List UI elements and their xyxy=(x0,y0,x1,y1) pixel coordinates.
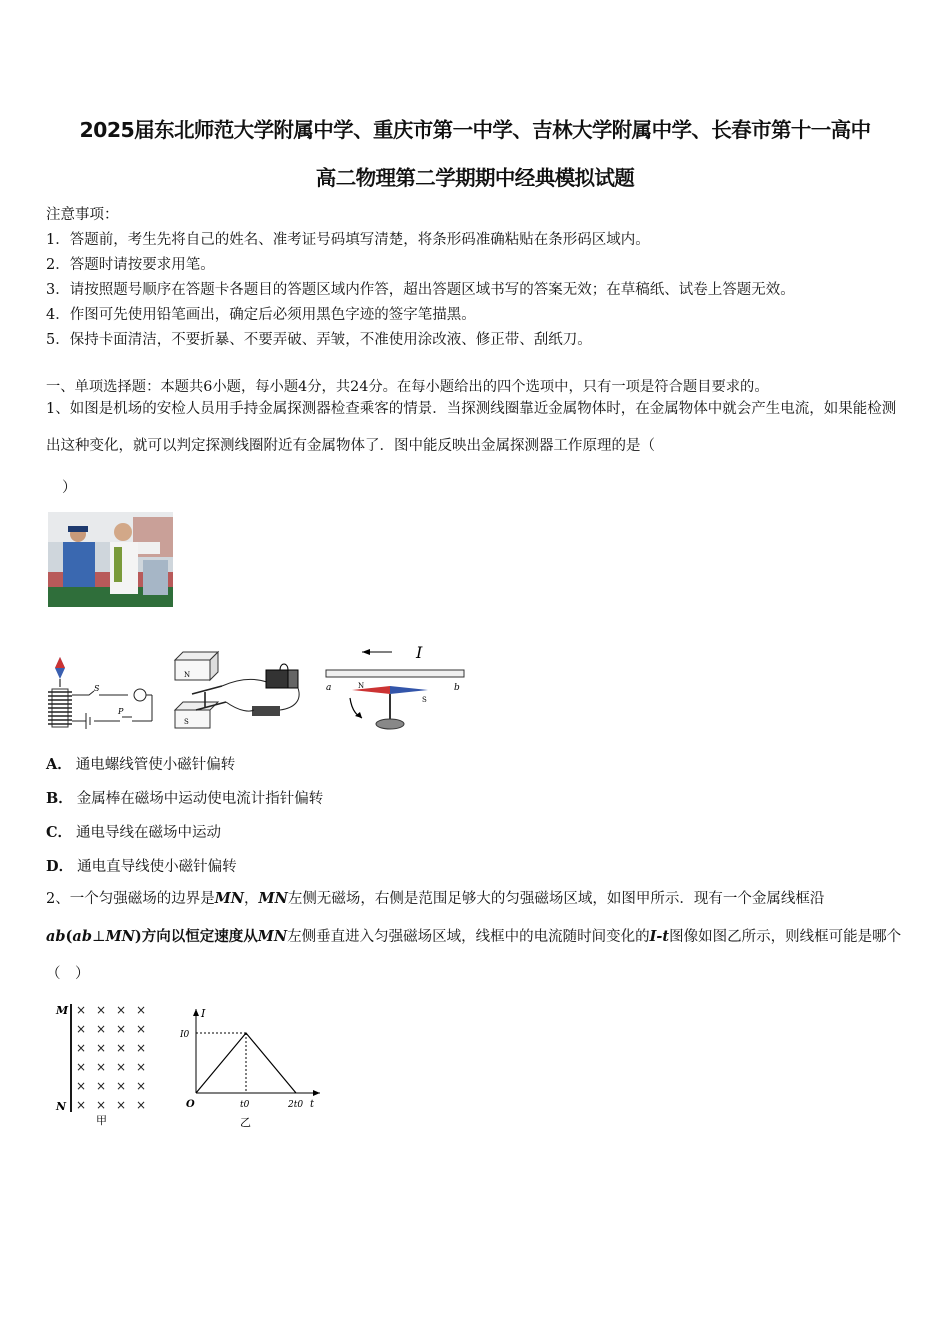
notes-heading: 注意事项： xyxy=(46,207,119,223)
field-cross-mark: × xyxy=(96,1079,107,1093)
field-cross-mark: × xyxy=(116,1041,127,1055)
q1-option-b-letter: B． xyxy=(46,790,73,807)
solenoid-compass-figure xyxy=(44,655,156,733)
field-cross-mark: × xyxy=(136,1041,147,1055)
section1-heading: 一、单项选择题：本题共6小题，每小题4分，共24分。在每小题给出的四个选项中，只有一项是符合题目要求的。 xyxy=(46,379,769,395)
q2-seg: 左侧无磁场，右侧是范围足够大的匀强磁场区域，如图甲所示．现有一个金属线框沿 xyxy=(287,891,825,907)
q2-seg: 图像如图乙所示，则线框可能是哪个（ ） xyxy=(46,929,902,982)
question-1-stem: 1、如图是机场的安检人员用手持金属探测器检查乘客的情景．当探测线圈靠近金属物体时，在金属物体中就会产生电流，如果能检测出这种变化，就可以判定探测线圈附近有金属物体了．图中能反映出金属探测器工作原理的是（ xyxy=(46,401,897,454)
q2-seg: ， xyxy=(244,891,259,907)
q2-seg: ( xyxy=(65,928,73,945)
field-cross-mark: × xyxy=(136,1022,147,1036)
field-cross-mark: × xyxy=(136,1098,147,1112)
wire-end-a: a xyxy=(326,683,332,693)
field-cross-mark: × xyxy=(76,1060,87,1074)
tick-label-t0: t0 xyxy=(240,1100,250,1110)
field-cross-mark: × xyxy=(96,1022,107,1036)
axis-label-i: I xyxy=(201,1007,206,1020)
magnet-rod-figure xyxy=(170,648,320,733)
q1-option-b[interactable] xyxy=(46,787,323,808)
note-item-5: 5．保持卡面清洁，不要折暴、不要弄破、弄皱，不准使用涂改液、修正带、刮纸刀。 xyxy=(46,332,592,348)
q2-seg: 左侧垂直进入匀强磁场区域，线框中的电流随时间变化的 xyxy=(287,929,650,945)
field-cross-mark: × xyxy=(96,1098,107,1112)
q2-seg: 2、一个匀强磁场的边界是 xyxy=(46,891,215,907)
q1-option-a-text: 通电螺线管使小磁针偏转 xyxy=(75,757,236,773)
question-1-bracket-end: ） xyxy=(62,480,77,496)
current-label: I xyxy=(416,643,423,662)
field-cross-mark: × xyxy=(76,1003,87,1017)
q2-var: I-t xyxy=(649,928,670,945)
note-item-2: 2．答题时请按要求用笔。 xyxy=(46,257,215,273)
figure-jia-label: 甲 xyxy=(96,1114,107,1127)
q2-var: MN xyxy=(105,928,135,945)
axis-label-t: t xyxy=(310,1099,315,1110)
q1-option-c[interactable] xyxy=(46,821,221,842)
note-item-4: 4．作图可先使用铅笔画出，确定后必须用黑色字迹的签字笔描黑。 xyxy=(46,307,476,323)
magnet-north-label: N xyxy=(184,671,191,679)
q1-option-c-letter: C． xyxy=(46,824,73,841)
magnetic-field-figure-jia xyxy=(54,1000,154,1128)
current-time-graph-yi xyxy=(180,1005,330,1131)
q1-option-d[interactable] xyxy=(46,855,237,876)
q1-option-a[interactable] xyxy=(46,753,235,774)
field-cross-mark: × xyxy=(116,1022,127,1036)
q2-seg: )方向以恒定速度从 xyxy=(134,928,258,945)
boundary-label-n: N xyxy=(56,1100,67,1113)
field-cross-mark: × xyxy=(116,1060,127,1074)
wire-end-b: b xyxy=(454,683,460,693)
q2-var: MN xyxy=(258,890,288,907)
q1-option-b-text: 金属棒在磁场中运动使电流计指针偏转 xyxy=(76,791,324,807)
question-1-text xyxy=(46,391,908,465)
needle-south-label: S xyxy=(422,696,427,704)
q2-seg: ⊥ xyxy=(91,929,106,945)
needle-north-label: N xyxy=(358,682,365,690)
field-cross-mark: × xyxy=(136,1079,147,1093)
magnet-south-label: S xyxy=(184,718,189,726)
field-cross-mark: × xyxy=(116,1098,127,1112)
q2-var: ab xyxy=(46,928,66,945)
field-cross-mark: × xyxy=(96,1041,107,1055)
field-cross-mark: × xyxy=(136,1060,147,1074)
q2-var: MN xyxy=(257,928,288,945)
field-cross-mark: × xyxy=(96,1003,107,1017)
question-2-text xyxy=(46,880,908,993)
security-check-photo xyxy=(48,512,173,607)
field-cross-mark: × xyxy=(116,1003,127,1017)
note-item-3: 3．请按照题号顺序在答题卡各题目的答题区域内作答，超出答题区域书写的答案无效；在草稿纸、试卷上答题无效。 xyxy=(46,282,795,298)
exam-title-line1: 2025届东北师范大学附属中学、重庆市第一中学、吉林大学附属中学、长春市第十一高中 xyxy=(79,118,871,142)
q1-option-c-text: 通电导线在磁场中运动 xyxy=(76,825,222,841)
q2-var: ab xyxy=(72,928,92,945)
q2-var: MN xyxy=(214,890,245,907)
field-cross-mark: × xyxy=(76,1041,87,1055)
boundary-label-m: M xyxy=(56,1004,69,1017)
figure-yi-label: 乙 xyxy=(240,1116,251,1129)
field-cross-mark: × xyxy=(76,1079,87,1093)
q1-option-d-letter: D． xyxy=(46,858,74,875)
field-cross-mark: × xyxy=(96,1060,107,1074)
q1-option-d-text: 通电直导线使小磁针偏转 xyxy=(77,859,237,875)
slider-label-p: P xyxy=(118,707,124,716)
field-cross-mark: × xyxy=(76,1098,87,1112)
q1-option-a-letter: A． xyxy=(46,756,72,773)
field-cross-mark: × xyxy=(76,1022,87,1036)
note-item-1: 1．答题前，考生先将自己的姓名、准考证号码填写清楚，将条形码准确粘贴在条形码区域内。 xyxy=(46,232,650,248)
field-cross-mark: × xyxy=(136,1003,147,1017)
origin-label: O xyxy=(186,1099,195,1110)
switch-label-s: S xyxy=(94,684,100,693)
tick-label-2t0: 2t0 xyxy=(288,1100,304,1110)
wire-compass-figure xyxy=(322,640,468,735)
tick-label-i0: I0 xyxy=(180,1030,190,1040)
exam-title-line2: 高二物理第二学期期中经典模拟试题 xyxy=(315,166,635,190)
field-cross-mark: × xyxy=(116,1079,127,1093)
